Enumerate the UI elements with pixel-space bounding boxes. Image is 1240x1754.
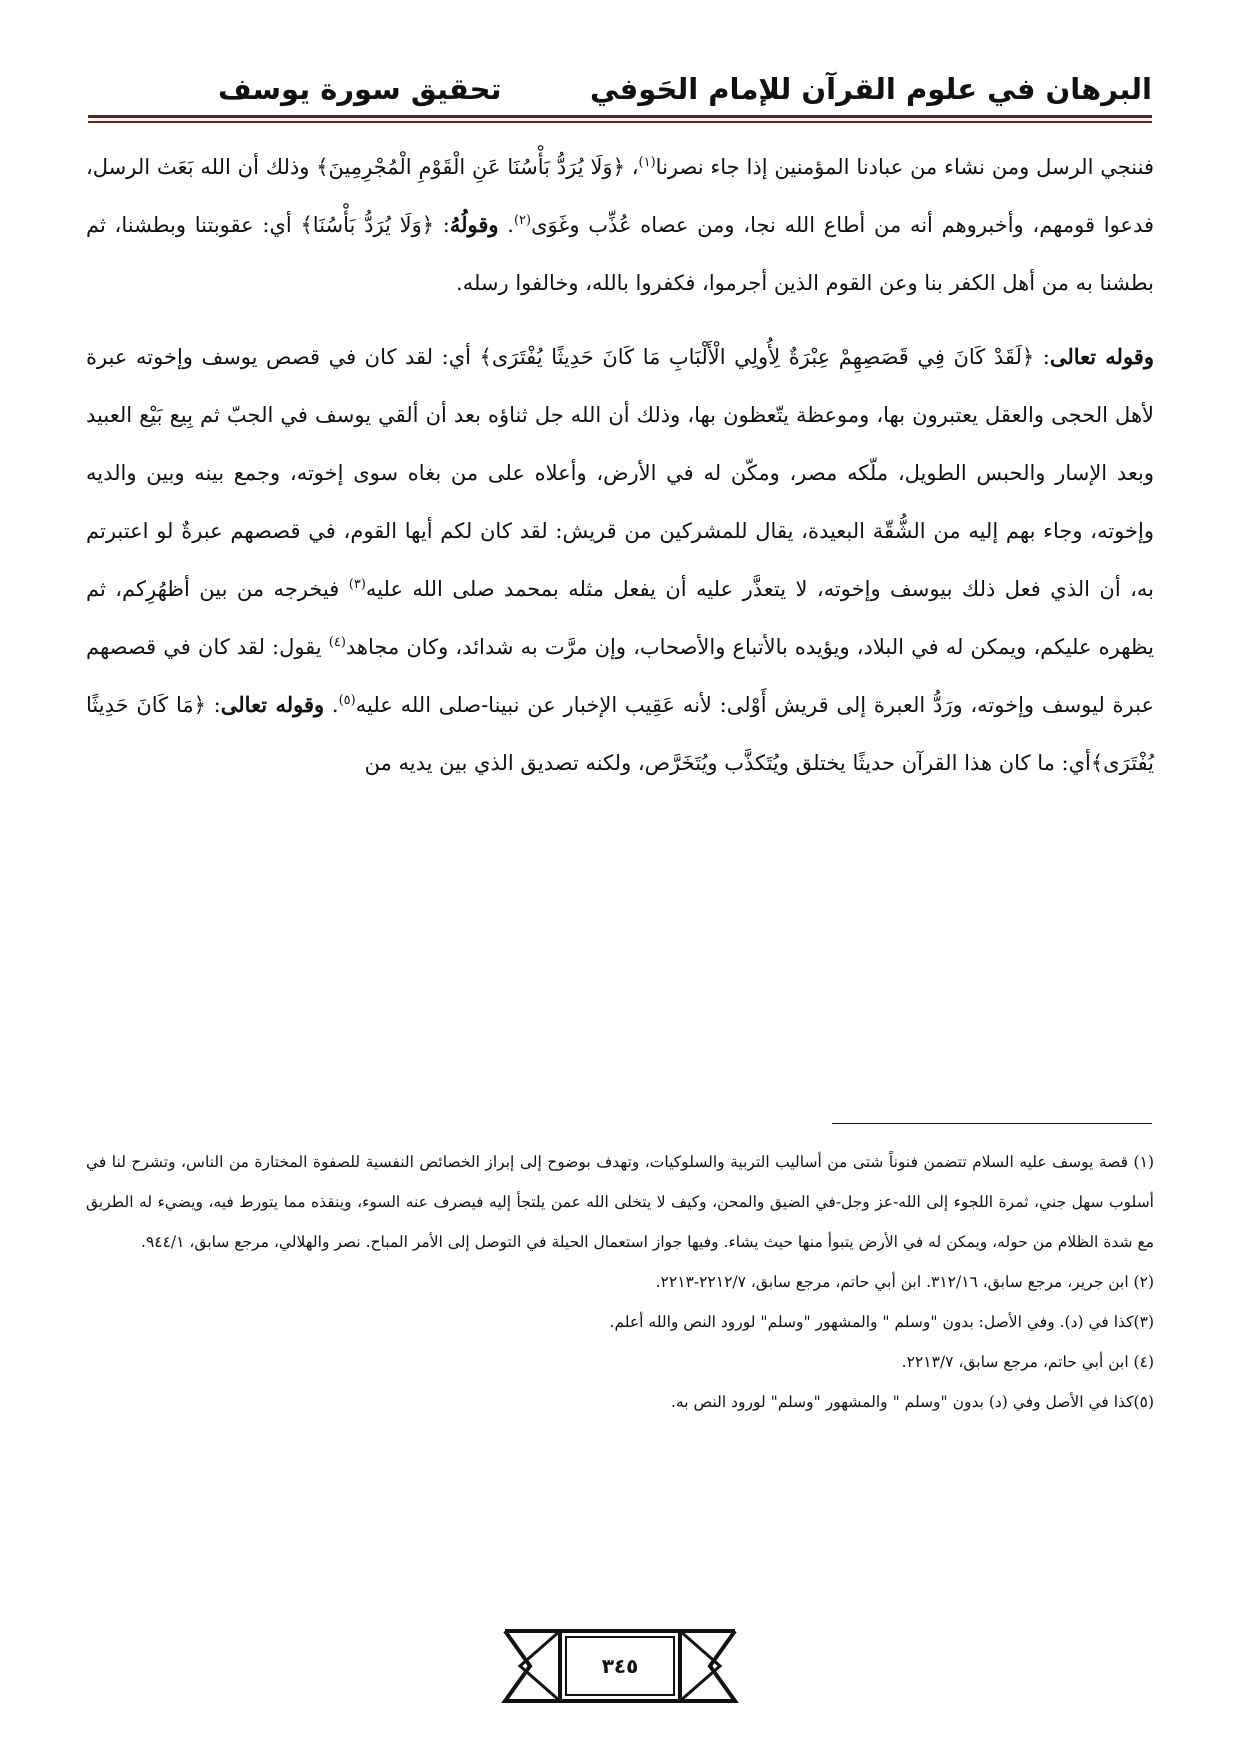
text-run: ،	[624, 155, 639, 179]
bold-phrase: وقولُهُ	[449, 212, 499, 237]
text-run: .	[324, 693, 339, 717]
text-run: يقول: لقد كان في قصصهم عبرة ليوسف وإخوته، ورَدُّ العبرة إلى قريش أَوْلى: لأنه عَقِيب الإخبار عن نبينا-صلى الله عليه	[86, 635, 1154, 717]
text-run: فننجي الرسل ومن نشاء من عبادنا المؤمنين إذا جاء نصرنا	[655, 155, 1155, 179]
footnote-1: (١) قصة يوسف عليه السلام تتضمن فنوناً شتى من أساليب التربية والسلوكيات، وتهدف بوضوح إلى إبراز الخصائص النفسية للصفوة المختارة من الناس، وتشرح لنا في أسلوب سهل جني، ثمرة اللجوء إلى الله-عز وجل-في الضيق والمحن، وكيف لا يتخلى الله عمن يلتجأ إليه فيصرف عنه السوء، وينقذه مما يتورط فيه، ويضيء له الطريق مع شدة الظلام من حوله، ويمكن له في الأرض يتبوأ منها حيث يشاء. وفيها جواز استعمال الحيلة في التوصل إلى الأمر المباح. نصر والهلالي، مرجع سابق، ٩٤٤/١.	[86, 1153, 1154, 1251]
text-run: :	[205, 693, 221, 717]
footnotes	[86, 1142, 1154, 1422]
quran-verse: ﴿وَلَا يُرَدُّ بَأْسُنَا عَنِ الْقَوْمِ الْمُجْرِمِينَ﴾	[316, 155, 625, 179]
footnote-4: (٤) ابن أبي حاتم، مرجع سابق، ٢٢١٣/٧.	[901, 1353, 1154, 1371]
page-number-ornament	[500, 1626, 740, 1706]
footnote-ref-2[interactable]: (٢)	[513, 213, 532, 228]
page-number: ٣٤٥	[601, 1654, 639, 1678]
bold-phrase: وقوله تعالى	[220, 692, 325, 717]
section-title: تحقيق سورة يوسف	[218, 72, 502, 106]
footnote-3: (٣)كذا في (د). وفي الأصل: بدون "وسلم " والمشهور "وسلم" لورود النص والله أعلم.	[609, 1313, 1154, 1331]
text-run: .	[498, 213, 514, 237]
paragraph-2	[86, 328, 1154, 792]
footnote-ref-1[interactable]: (١)	[638, 155, 656, 170]
book-title: البرهان في علوم القرآن للإمام الحَوفي	[589, 72, 1152, 106]
footnote-ref-5[interactable]: (٥)	[338, 693, 356, 708]
quran-verse: ﴿مَا كَانَ حَدِيثًا يُفْتَرَى﴾	[86, 693, 1154, 775]
quran-verse: ﴿لَقَدْ كَانَ فِي قَصَصِهِمْ عِبْرَةٌ لِأُولِي الْأَلْبَابِ مَا كَانَ حَدِيثًا يُفْتَرَى﴾	[479, 345, 1035, 369]
footnote-ref-3[interactable]: (٣)	[348, 577, 366, 592]
footnote-5: (٥)كذا في الأصل وفي (د) بدون "وسلم " والمشهور "وسلم" لورود النص به.	[670, 1393, 1154, 1411]
text-run: :	[1034, 345, 1050, 369]
paragraph-1	[86, 138, 1154, 312]
divider-line-thick	[88, 115, 1152, 118]
footnote-2: (٢) ابن جرير، مرجع سابق، ٣١٢/١٦. ابن أبي حاتم، مرجع سابق، ٢٢١٢/٧-٢٢١٣.	[655, 1273, 1154, 1291]
text-run: :	[434, 213, 450, 237]
main-text	[86, 138, 1154, 792]
quran-verse: ﴿وَلَا يُرَدُّ بَأْسُنَا﴾	[300, 213, 435, 237]
text-run: أي: عقوبتنا وبطشنا، ثم بطشنا به من أهل الكفر بنا وعن القوم الذين أجرموا، فكفروا بالله، وخالفوا رسله.	[86, 213, 1154, 295]
footnote-separator	[832, 1123, 1152, 1124]
text-run: أي: لقد كان في قصص يوسف وإخوته عبرة لأهل الحجى والعقل يعتبرون بها، وموعظة يتّعظون بها، وذلك أن الله جل ثناؤه بعد أن ألقي يوسف في الجبّ ثم بِيع بَيْع العبيد وبعد الإسار والحبس الطويل، ملّكه مصر، ومكّن له في الأرض، وأعلاه على من بغاه سوى إخوته، وجمع بينه وبين والديه وإخوته، وجاء بهم إليه من الشُّقّة البعيدة، يقال للمشركين من قريش: لقد كان لكم أيها القوم، في قصصهم عبرةٌ لو اعتبرتم به، أن الذي فعل ذلك بيوسف وإخوته، لا يتعذَّر عليه أن يفعل مثله بمحمد صلى الله عليه	[86, 345, 1154, 601]
footnote-ref-4[interactable]: (٤)	[328, 635, 346, 650]
divider-line-thin	[88, 121, 1152, 123]
text-run: وذلك أن الله بَعَث الرسل، فدعوا قومهم، وأخبروهم أنه من أطاع الله نجا، ومن عصاه عُذِّب وغَوَى	[86, 155, 1155, 237]
text-run: أي: ما كان هذا القرآن حديثًا يختلق ويُتَكذَّب ويُتَخَرَّص، ولكنه تصديق الذي بين يديه من	[364, 751, 1091, 775]
bold-phrase: وقوله تعالى	[1049, 344, 1154, 369]
page-header	[88, 72, 1152, 112]
text-run: فيخرجه من بين أظهُرِكم، ثم يظهره عليكم، ويمكن له في البلاد، ويؤيده بالأتباع والأصحاب، وإن مرَّت به شدائد، وكان مجاهد	[86, 577, 1154, 659]
